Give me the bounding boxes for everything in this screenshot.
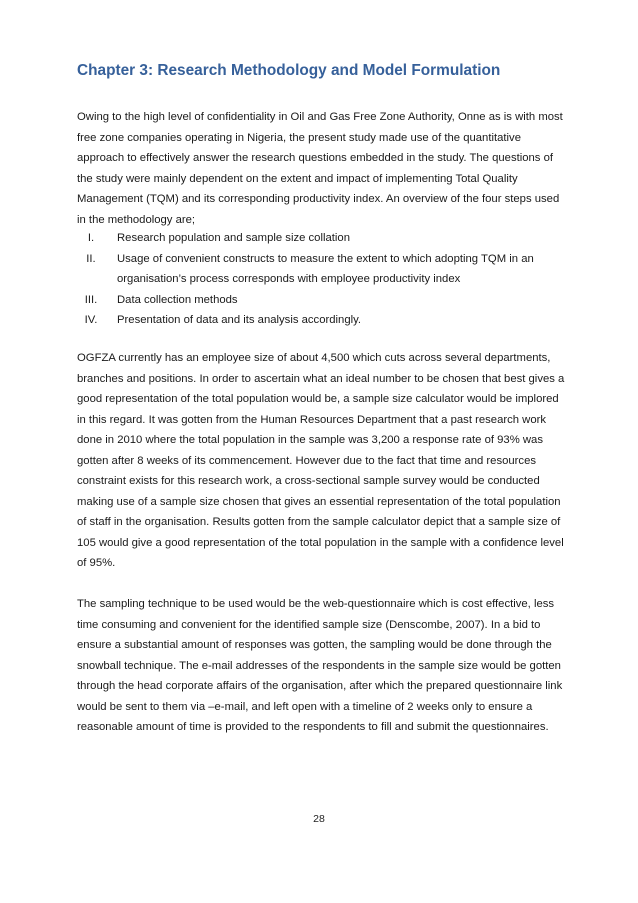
intro-paragraph: Owing to the high level of confidentiality in Oil and Gas Free Zone Authority, Onne as is with most free zone companies operating in Nigeria, the present study made use of the quantitative approach to effectively answer the research questions embedded in the study. The questions of the study were mainly dependent on the extent and impact of implementing Total Quality Management (TQM) and its corresponding productivity index. An overview of the four steps used in the methodology are;	[77, 111, 563, 226]
list-item-number: II.	[86, 252, 96, 265]
list-item-text: Usage of convenient constructs to measure the extent to which adopting TQM in an organisation’s process corresponds with employee productivity index	[117, 252, 534, 285]
list-item-text: Research population and sample size collation	[117, 232, 350, 244]
list-item-text: Data collection methods	[117, 293, 238, 306]
list-item-text: Presentation of data and its analysis accordingly.	[117, 314, 362, 326]
chapter-title: Chapter 3: Research Methodology and Model Formulation	[77, 62, 501, 79]
sampling-paragraph: The sampling technique to be used would be the web-questionnaire which is cost effective, less time consuming and convenient for the identified sample size (Denscombe, 2007). In a bid to ensure a substantial amount of responses was gotten, the sampling would be done through the snowball technique. The e-mail addresses of the respondents in the sample size would be gotten through the head corporate affairs of the organisation, after which the prepared questionnaire link would be sent to them via –e-mail, and left open with a timeline of 2 weeks only to ensure a reasonable amount of time is provided to the respondents to fill and submit the questionnaires.	[77, 598, 563, 733]
list-item	[77, 310, 567, 331]
list-item	[77, 290, 567, 311]
page-number: 28	[313, 813, 325, 825]
list-item	[77, 228, 567, 249]
population-paragraph: OGFZA currently has an employee size of about 4,500 which cuts across several departments, branches and positions. In order to ascertain what an ideal number to be chosen that best gives a good representation of the total population would be, a sample size calculator would be implored in this regard. It was gotten from the Human Resources Department that a past research work done in 2010 where the total population in the sample was 3,200 a response rate of 93% was gotten after 8 weeks of its commencement. However due to the fact that time and resources constraint exists for this research work, a cross-sectional sample survey would be conducted making use of a sample size chosen that gives an essential representation of the total population of staff in the organisation. Results gotten from the sample calculator depict that a sample size of 105 would give a good representation of the total population in the sample with a confidence level of 95%.	[77, 352, 565, 569]
list-item-number: III.	[84, 293, 98, 306]
list-item	[77, 249, 567, 290]
list-item-number: IV.	[84, 314, 98, 326]
list-item-number: I.	[87, 232, 95, 244]
methodology-steps-list	[77, 228, 567, 331]
